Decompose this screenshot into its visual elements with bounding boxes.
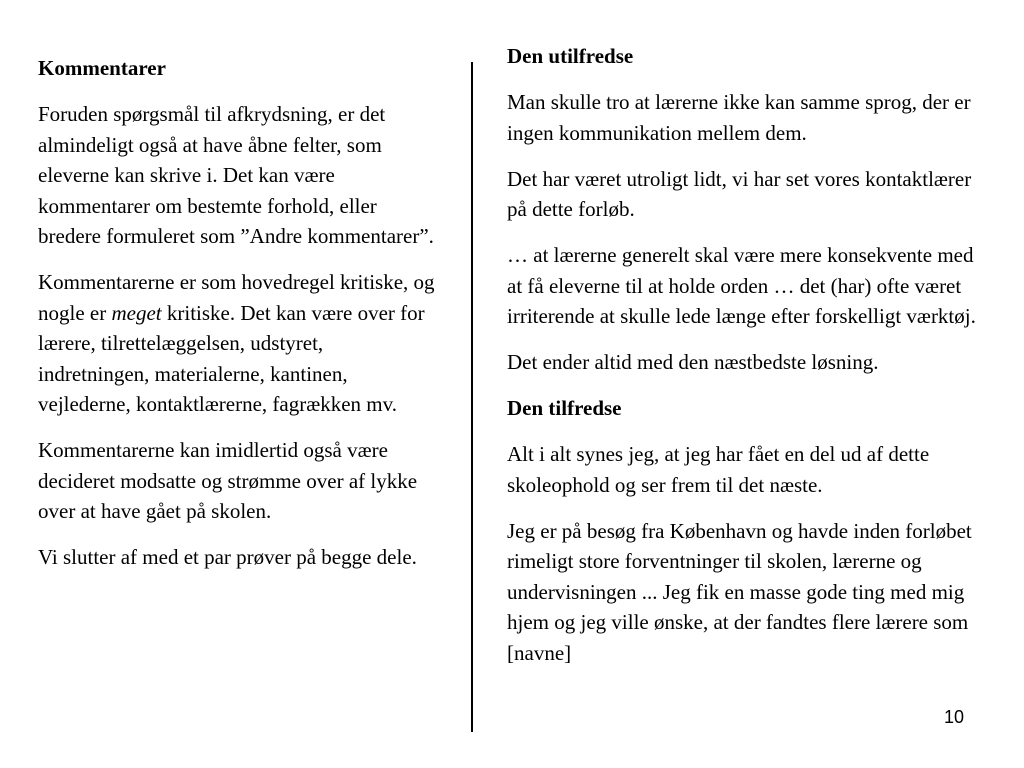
dissatisfied-quote-2: Det har været utroligt lidt, vi har set vores kontaktlærer på dette forløb. (507, 166, 972, 221)
critical-text-end: kritiske. Det kan være over for lærere, tilrettelæggelsen, udstyret, indretningen, materialerne, kantinen, vejlederne, kontaktlærerne, fagrækken mv. (38, 300, 425, 416)
satisfied-quote-1: Alt i alt synes jeg, at jeg har fået en del ud af dette skoleophold og ser frem til det næste. (507, 442, 930, 497)
dissatisfied-quote-1: Man skulle tro at lærerne ikke kan samme sprog, der er ingen kommunikation mellem dem. (507, 90, 971, 145)
critical-text-start: Kommentarerne er som hovedregel kritiske, og nogle er (38, 270, 435, 325)
column-divider (471, 62, 473, 732)
satisfied-heading: Den tilfredse (507, 396, 622, 420)
right-column (507, 41, 977, 684)
critical-paragraph (38, 267, 438, 420)
positive-paragraph: Kommentarerne kan imidlertid også være decideret modsatte og strømme over af lykke over at have gået på skolen. (38, 438, 418, 523)
comments-heading: Kommentarer (38, 56, 166, 80)
page-number: 10 (944, 707, 965, 727)
left-column (38, 53, 438, 588)
satisfied-quote-2: Jeg er på besøg fra København og havde inden forløbet rimeligt store forventninger til skolen, lærerne og undervisningen ... Jeg fik en masse gode ting med mig hjem og jeg ville ønske, at der fandtes flere lærere som [navne] (507, 518, 972, 665)
dissatisfied-heading: Den utilfredse (507, 44, 634, 68)
dissatisfied-quote-3: … at lærerne generelt skal være mere konsekvente med at få eleverne til at holde orden … det (har) ofte været irriterende at skulle lede længe efter forskelligt værktøj. (507, 243, 976, 328)
closing-paragraph: Vi slutter af med et par prøver på begge dele. (38, 545, 417, 569)
emphasis-meget: meget (111, 300, 162, 325)
dissatisfied-quote-4: Det ender altid med den næstbedste løsning. (507, 350, 879, 374)
intro-paragraph: Foruden spørgsmål til afkrydsning, er det almindeligt også at have åbne felter, som eleverne kan skrive i. Det kan være kommentarer om bestemte forhold, eller bredere formuleret som ”Andre kommentarer”. (38, 102, 434, 248)
